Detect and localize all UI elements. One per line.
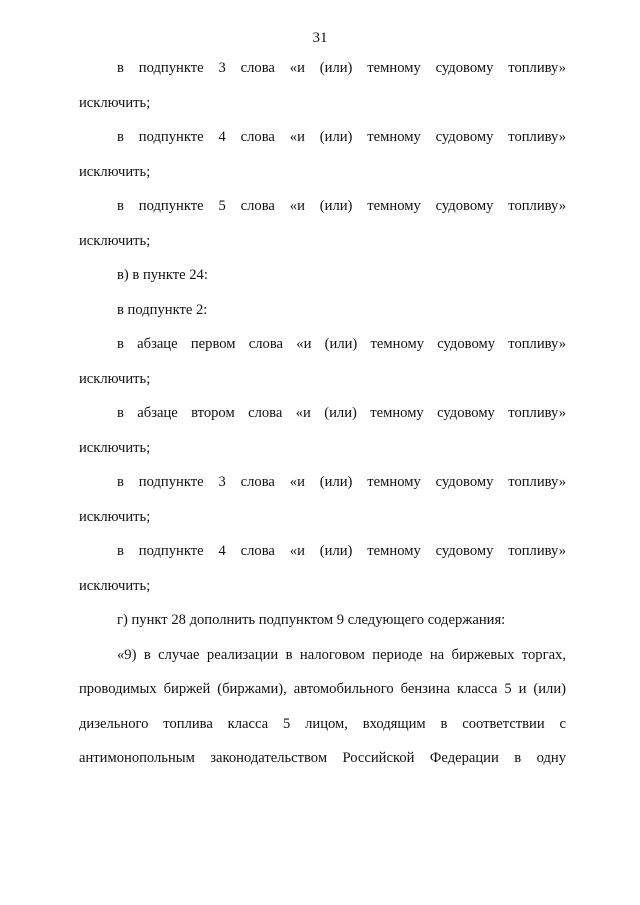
text-line-20: дизельного топлива класса 5 лицом, входящим в соответствии с: [79, 716, 566, 732]
text-line-11: в абзаце втором слова «и (или) темному судовому топливу»: [117, 405, 566, 421]
text-line-5: в подпункте 5 слова «и (или) темному судовому топливу»: [117, 198, 566, 214]
text-line-7: в) в пункте 24:: [117, 267, 208, 283]
text-line-15: в подпункте 4 слова «и (или) темному судовому топливу»: [117, 543, 566, 559]
text-line-19: проводимых биржей (биржами), автомобильного бензина класса 5 и (или): [79, 681, 566, 697]
text-line-16: исключить;: [79, 578, 151, 594]
text-line-12: исключить;: [79, 440, 151, 456]
text-line-9: в абзаце первом слова «и (или) темному судовому топливу»: [117, 336, 566, 352]
text-line-18: «9) в случае реализации в налоговом периоде на биржевых торгах,: [117, 647, 566, 663]
text-line-17: г) пункт 28 дополнить подпунктом 9 следующего содержания:: [117, 612, 506, 628]
text-line-1: в подпункте 3 слова «и (или) темному судовому топливу»: [117, 60, 566, 76]
text-line-8: в подпункте 2:: [117, 302, 208, 318]
text-line-14: исключить;: [79, 509, 151, 525]
text-line-2: исключить;: [79, 95, 151, 111]
text-line-13: в подпункте 3 слова «и (или) темному судовому топливу»: [117, 474, 566, 490]
text-line-3: в подпункте 4 слова «и (или) темному судовому топливу»: [117, 129, 566, 145]
text-line-4: исключить;: [79, 164, 151, 180]
text-line-6: исключить;: [79, 233, 151, 249]
text-line-10: исключить;: [79, 371, 151, 387]
text-line-21: антимонопольным законодательством Российской Федерации в одну: [79, 750, 566, 766]
page-number: 31: [312, 30, 328, 46]
